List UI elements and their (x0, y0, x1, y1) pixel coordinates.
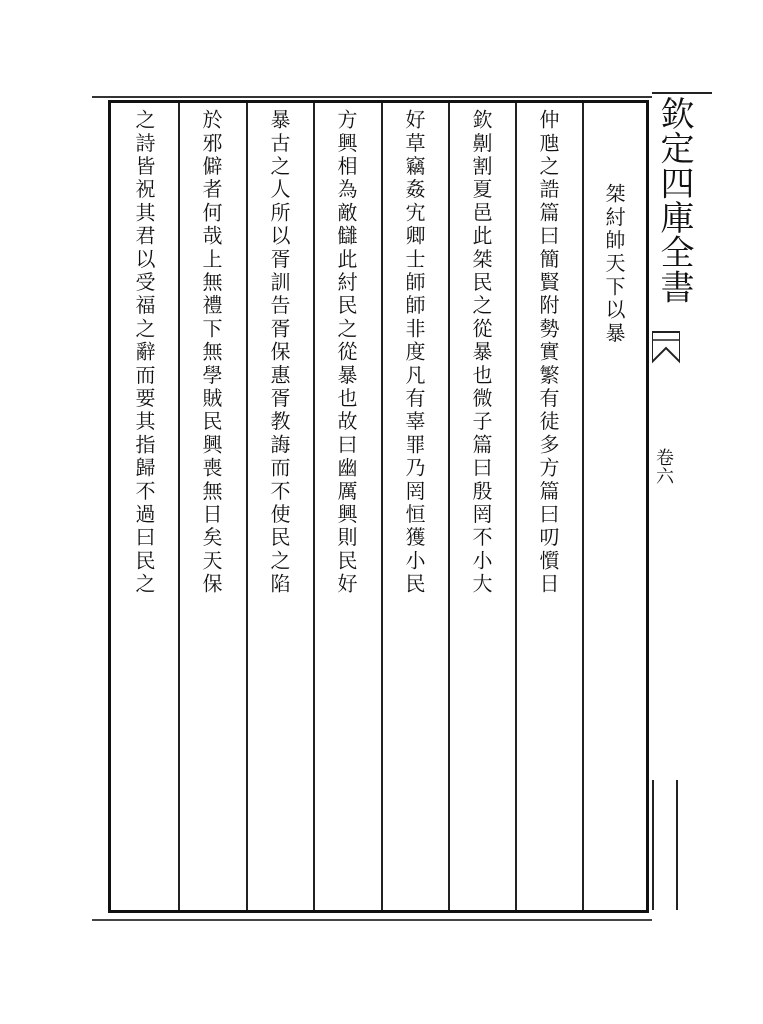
book-title: 欽定四庫全書 (654, 96, 694, 305)
text-column-4 (316, 103, 376, 910)
fish-tail-ornament-icon (652, 330, 680, 364)
heading-column (584, 103, 644, 910)
text-column-3 (384, 103, 444, 910)
column-rule (515, 103, 517, 910)
text-column-7 (114, 103, 174, 910)
margin-bottom-line (676, 780, 678, 910)
text-column-2 (451, 103, 511, 910)
juan-label: 卷六 (653, 448, 674, 486)
section-heading: 桀紂帥天下以暴 (602, 183, 626, 346)
text-column-6 (181, 103, 241, 910)
column-text: 欽劓割夏邑此桀民之從暴也微子篇曰殷罔不小大 (469, 109, 493, 597)
column-text: 仲虺之誥篇曰簡賢附勢實繁有徒多方篇曰叨懫日 (536, 109, 560, 597)
column-text: 好草竊姦宄卿士師師非度凡有辜罪乃罔恒獲小民 (402, 109, 426, 597)
column-rule (178, 103, 180, 910)
column-rule (313, 103, 315, 910)
column-rule (246, 103, 248, 910)
column-text: 於邪僻者何哉上無禮下無學賊民興喪無日矣天保 (199, 109, 223, 597)
column-text: 之詩皆祝其君以受福之辭而要其指歸不過曰民之 (132, 109, 156, 597)
column-rule (381, 103, 383, 910)
text-column-1 (518, 103, 578, 910)
top-border-stroke (92, 96, 652, 98)
column-rule (448, 103, 450, 910)
bottom-border-stroke (92, 919, 652, 921)
column-text: 暴古之人所以胥訓告胥保惠胥教誨而不使民之陷 (267, 109, 291, 597)
text-column-5 (249, 103, 309, 910)
column-text: 方興相為敵讎此紂民之從暴也故曰幽厲興則民好 (334, 109, 358, 597)
frame-right-border (646, 100, 649, 913)
margin-bottom-line (652, 780, 654, 910)
margin-top-line (652, 92, 712, 94)
